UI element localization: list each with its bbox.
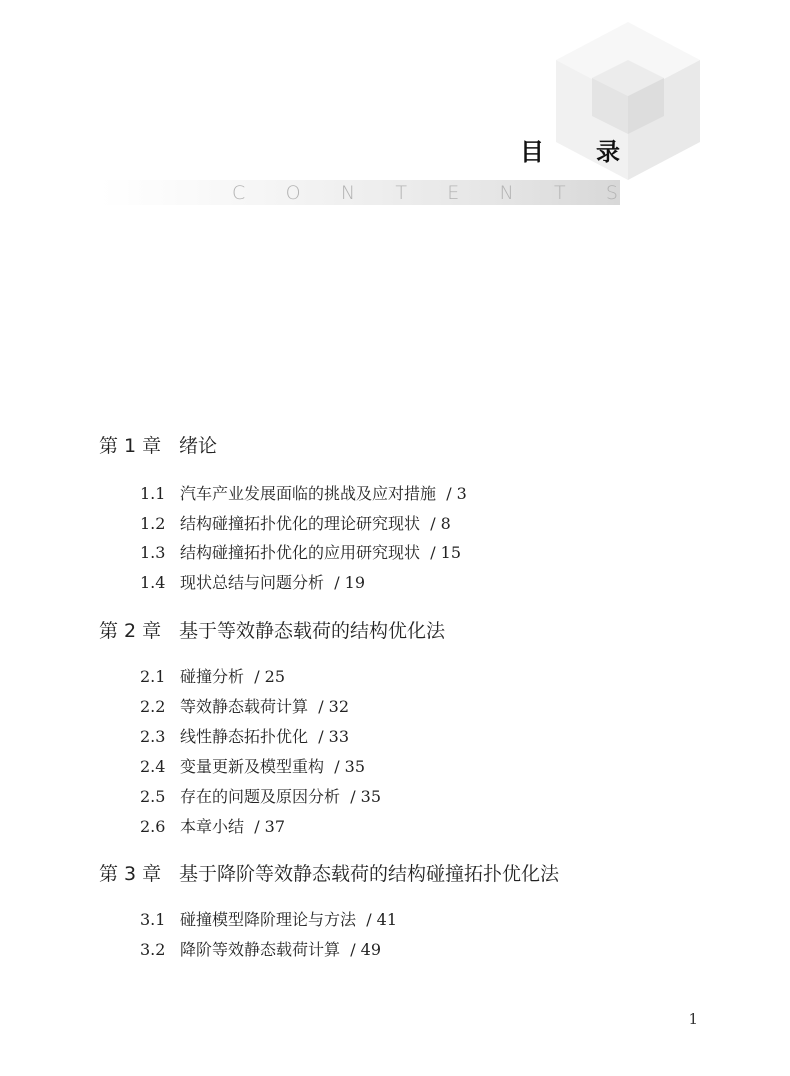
contents-letter: T [554, 182, 566, 204]
section-page: / 25 [254, 667, 286, 686]
contents-letter: T [395, 182, 407, 204]
contents-label [232, 182, 618, 204]
contents-letter: E [447, 182, 460, 204]
toc-entry-3-1[interactable] [140, 907, 397, 930]
contents-letter: N [340, 182, 356, 204]
section-number: 1.1 [140, 484, 166, 503]
title-char-1: 目 [520, 138, 544, 166]
chapter-number: 第 2 章 [99, 620, 162, 642]
contents-letter: N [499, 182, 514, 204]
chapter-1-heading[interactable] [99, 431, 217, 458]
section-page: / 3 [446, 484, 467, 503]
section-title: 本章小结 [180, 817, 245, 836]
section-title: 结构碰撞拓扑优化的应用研究现状 [180, 543, 421, 562]
section-number: 3.2 [140, 940, 166, 959]
section-number: 2.3 [140, 727, 166, 746]
section-title: 碰撞分析 [180, 667, 245, 686]
contents-letter: C [232, 182, 246, 204]
section-title: 结构碰撞拓扑优化的理论研究现状 [180, 514, 421, 533]
toc-entry-1-3[interactable] [140, 540, 461, 563]
toc-entry-2-1[interactable] [140, 664, 285, 687]
section-title: 线性静态拓扑优化 [180, 727, 309, 746]
chapter-title: 绪论 [179, 435, 218, 457]
toc-entry-2-5[interactable] [140, 784, 381, 807]
contents-letter: O [285, 182, 301, 204]
section-number: 1.2 [140, 514, 166, 533]
contents-letter: S [605, 182, 618, 204]
section-title: 等效静态载荷计算 [180, 697, 309, 716]
section-page: / 33 [318, 727, 350, 746]
chapter-2-heading[interactable] [99, 616, 445, 643]
section-page: / 32 [318, 697, 350, 716]
section-title: 变量更新及模型重构 [180, 757, 325, 776]
toc-entry-1-1[interactable] [140, 481, 467, 504]
section-page: / 15 [430, 543, 462, 562]
section-number: 1.4 [140, 573, 166, 592]
section-page: / 41 [366, 910, 398, 929]
section-page: / 8 [430, 514, 451, 533]
toc-entry-2-4[interactable] [140, 754, 365, 777]
section-number: 2.6 [140, 817, 166, 836]
section-number: 2.1 [140, 667, 166, 686]
section-number: 2.2 [140, 697, 166, 716]
section-page: / 35 [350, 787, 382, 806]
section-title: 现状总结与问题分析 [180, 573, 325, 592]
section-title: 降阶等效静态载荷计算 [180, 940, 341, 959]
chapter-title: 基于等效静态载荷的结构优化法 [179, 620, 446, 642]
toc-entry-2-2[interactable] [140, 694, 349, 717]
section-number: 3.1 [140, 910, 166, 929]
section-number: 2.4 [140, 757, 166, 776]
toc-entry-1-4[interactable] [140, 570, 365, 593]
section-number: 2.5 [140, 787, 166, 806]
page-title [520, 132, 620, 167]
chapter-number: 第 1 章 [99, 435, 162, 457]
toc-entry-1-2[interactable] [140, 511, 451, 534]
chapter-number: 第 3 章 [99, 863, 162, 885]
section-page: / 49 [350, 940, 382, 959]
toc-entry-3-2[interactable] [140, 937, 381, 960]
toc-entry-2-3[interactable] [140, 724, 349, 747]
page-number: 1 [688, 1010, 698, 1028]
section-page: / 37 [254, 817, 286, 836]
section-page: / 19 [334, 573, 366, 592]
chapter-title: 基于降阶等效静态载荷的结构碰撞拓扑优化法 [179, 863, 560, 885]
toc-entry-2-6[interactable] [140, 814, 285, 837]
section-title: 碰撞模型降阶理论与方法 [180, 910, 357, 929]
chapter-3-heading[interactable] [99, 859, 559, 886]
section-title: 汽车产业发展面临的挑战及应对措施 [180, 484, 437, 503]
title-char-2: 录 [596, 138, 620, 166]
section-number: 1.3 [140, 543, 166, 562]
section-title: 存在的问题及原因分析 [180, 787, 341, 806]
section-page: / 35 [334, 757, 366, 776]
